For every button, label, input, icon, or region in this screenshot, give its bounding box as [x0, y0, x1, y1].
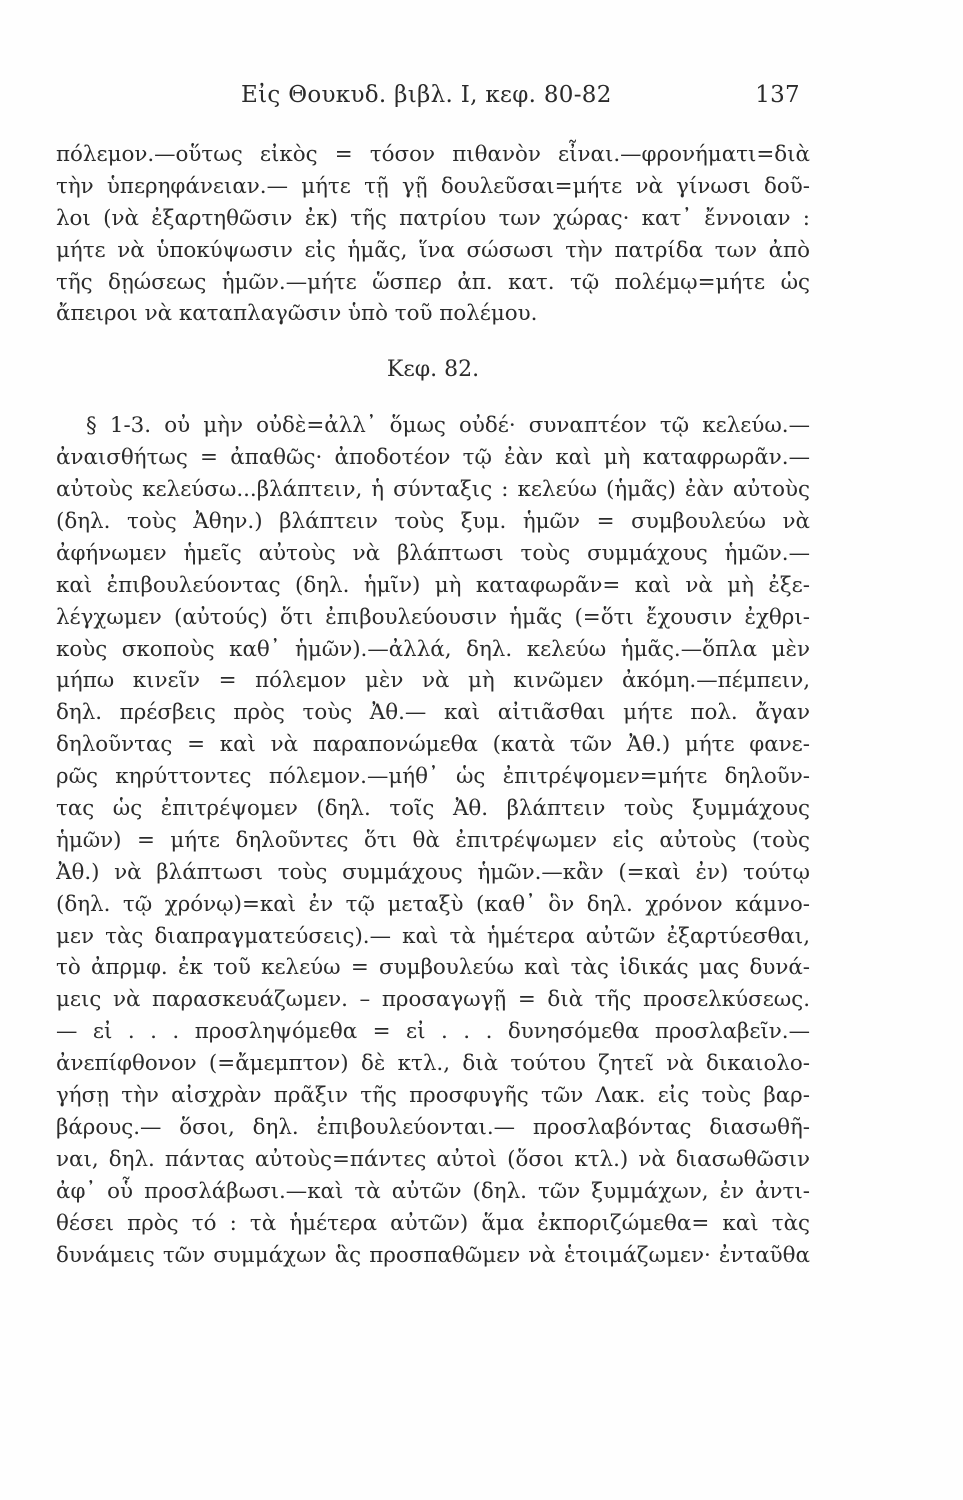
text-line: λοι (νὰ ἐξαρτηθῶσιν ἐκ) τῆς πατρίου των χώρας· κατ᾽ ἔννοιαν :: [56, 205, 810, 231]
text-line: (δηλ. τοὺς Ἀθην.) βλάπτειν τοὺς ξυμ. ἡμῶν = συμβουλεύω νὰ: [56, 509, 810, 535]
text-line: ἡμῶν) = μήτε δηλοῦντες ὅτι θὰ ἐπιτρέψωμεν εἰς αὐτοὺς (τοὺς: [56, 827, 810, 853]
text-line: δυνάμεις τῶν συμμάχων ἃς προσπαθῶμεν νὰ ἑτοιμάζωμεν· ἐνταῦθα: [56, 1242, 810, 1268]
text-line: ναι, δηλ. πάντας αὐτοὺς=πάντες αὐτοὶ (ὅσοι κτλ.) νὰ διασωθῶσιν: [56, 1146, 810, 1172]
text-line: μεις νὰ παρασκευάζωμεν. – προσαγωγῇ = διὰ τῆς προσελκύσεως.: [56, 987, 810, 1013]
text-line: (δηλ. τῷ χρόνῳ)=καὶ ἐν τῷ μεταξὺ (καθ᾽ ὃν δηλ. χρόνον κάμνο-: [56, 891, 810, 917]
text-line: § 1-3. οὐ μὴν οὐδὲ=ἀλλ᾽ ὅμως οὐδέ· συναπτέον τῷ κελεύω.—: [86, 413, 810, 439]
text-line: κοὺς σκοποὺς καθ᾽ ἡμῶν).—ἀλλά, δηλ. κελεύω ἡμᾶς.—ὅπλα μὲν: [56, 636, 810, 662]
text-line: μήτε νὰ ὑποκύψωσιν εἰς ἡμᾶς, ἵνα σώσωσι τὴν πατρίδα των ἀπὸ: [56, 237, 810, 263]
running-head: [56, 82, 800, 116]
text-line: δηλ. πρέσβεις πρὸς τοὺς Ἀθ.— καὶ αἰτιᾶσθαι μήτε πολ. ἄγαν: [56, 700, 810, 726]
page-number: 137: [755, 82, 800, 108]
chapter-heading: Κεφ. 82.: [386, 357, 480, 383]
text-line: θέσει πρὸς τό : τὰ ἡμέτερα αὐτῶν) ἅμα ἐκποριζώμεθα= καὶ τὰς: [56, 1210, 810, 1236]
running-head-title: Εἰς Θουκυδ. βιβλ. Ι, κεφ. 80-82: [241, 82, 612, 108]
text-line: ἀναισθήτως = ἀπαθῶς· ἀποδοτέον τῷ ἐὰν καὶ μὴ καταφρωρᾶν.—: [56, 445, 810, 471]
text-line: πόλεμον.—οὕτως εἰκὸς = τόσον πιθανὸν εἶναι.—φρονήματι=διὰ: [56, 142, 810, 167]
text-line: τὸ ἀπρμφ. ἐκ τοῦ κελεύω = συμβουλεύω καὶ τὰς ἰδικάς μας δυνά-: [56, 955, 810, 981]
text-line: ἄπειροι νὰ καταπλαγῶσιν ὑπὸ τοῦ πολέμου.: [56, 301, 538, 327]
commentary-text: [56, 139, 810, 1271]
text-line: ἀφ᾽ οὗ προσλάβωσι.—καὶ τὰ αὐτῶν (δηλ. τῶν ξυμμάχων, ἐν ἀντι-: [56, 1178, 810, 1204]
text-line: — εἰ . . . προσληψόμεθα = εἰ . . . δυνησόμεθα προσλαβεῖν.—: [56, 1019, 810, 1045]
text-line: τας ὡς ἐπιτρέψομεν (δηλ. τοῖς Ἀθ. βλάπτειν τοὺς ξυμμάχους: [56, 796, 810, 822]
text-line: βάρους.— ὅσοι, δηλ. ἐπιβουλεύονται.— προσλαβόντας διασωθῆ-: [56, 1114, 810, 1140]
text-line: μεν τὰς διαπραγματεύσεις).— καὶ τὰ ἡμέτερα αὐτῶν ἐξαρτύεσθαι,: [56, 923, 810, 949]
text-line: λέγχωμεν (αὐτούς) ὅτι ἐπιβουλεύουσιν ἡμᾶς (=ὅτι ἔχουσιν ἐχθρι-: [56, 604, 810, 630]
text-line: τὴν ὑπερηφάνειαν.— μήτε τῇ γῇ δουλεῦσαι=μήτε νὰ γίνωσι δοῦ-: [56, 173, 810, 199]
text-line: καὶ ἐπιβουλεύοντας (δηλ. ἡμῖν) μὴ καταφωρᾶν= καὶ νὰ μὴ ἐξε-: [56, 572, 810, 598]
text-line: τῆς δῃώσεως ἡμῶν.—μήτε ὥσπερ ἀπ. κατ. τῷ πολέμῳ=μήτε ὡς: [56, 269, 810, 295]
text-line: μήπω κινεῖν = πόλεμον μὲν νὰ μὴ κινῶμεν ἀκόμη.—πέμπειν,: [56, 668, 810, 694]
text-line: ἀνεπίφθονον (=ἄμεμπτον) δὲ κτλ., διὰ τούτου ζητεῖ νὰ δικαιολο-: [56, 1051, 810, 1077]
text-line: Ἀθ.) νὰ βλάπτωσι τοὺς συμμάχους ἡμῶν.—κἂν (=καὶ ἐν) τούτῳ: [56, 859, 810, 885]
text-line: ἀφήνωμεν ἡμεῖς αὐτοὺς νὰ βλάπτωσι τοὺς συμμάχους ἡμῶν.—: [56, 540, 810, 566]
text-line: γήσῃ τὴν αἰσχρὰν πρᾶξιν τῆς προσφυγῆς τῶν Λακ. εἰς τοὺς βαρ-: [56, 1083, 810, 1109]
section-chapter-81-end: [56, 139, 810, 330]
section-chapter-82: [56, 410, 810, 1271]
text-line: ρῶς κηρύττοντες πόλεμον.—μήθ᾽ ὡς ἐπιτρέψομεν=μήτε δηλοῦν-: [56, 764, 810, 790]
text-line: αὐτοὺς κελεύσω...βλάπτειν, ἡ σύνταξις : κελεύω (ἡμᾶς) ἐὰν αὐτοὺς: [56, 477, 810, 503]
text-line: δηλοῦντας = καὶ νὰ παραπονώμεθα (κατὰ τῶν Ἀθ.) μήτε φανε-: [56, 732, 810, 758]
